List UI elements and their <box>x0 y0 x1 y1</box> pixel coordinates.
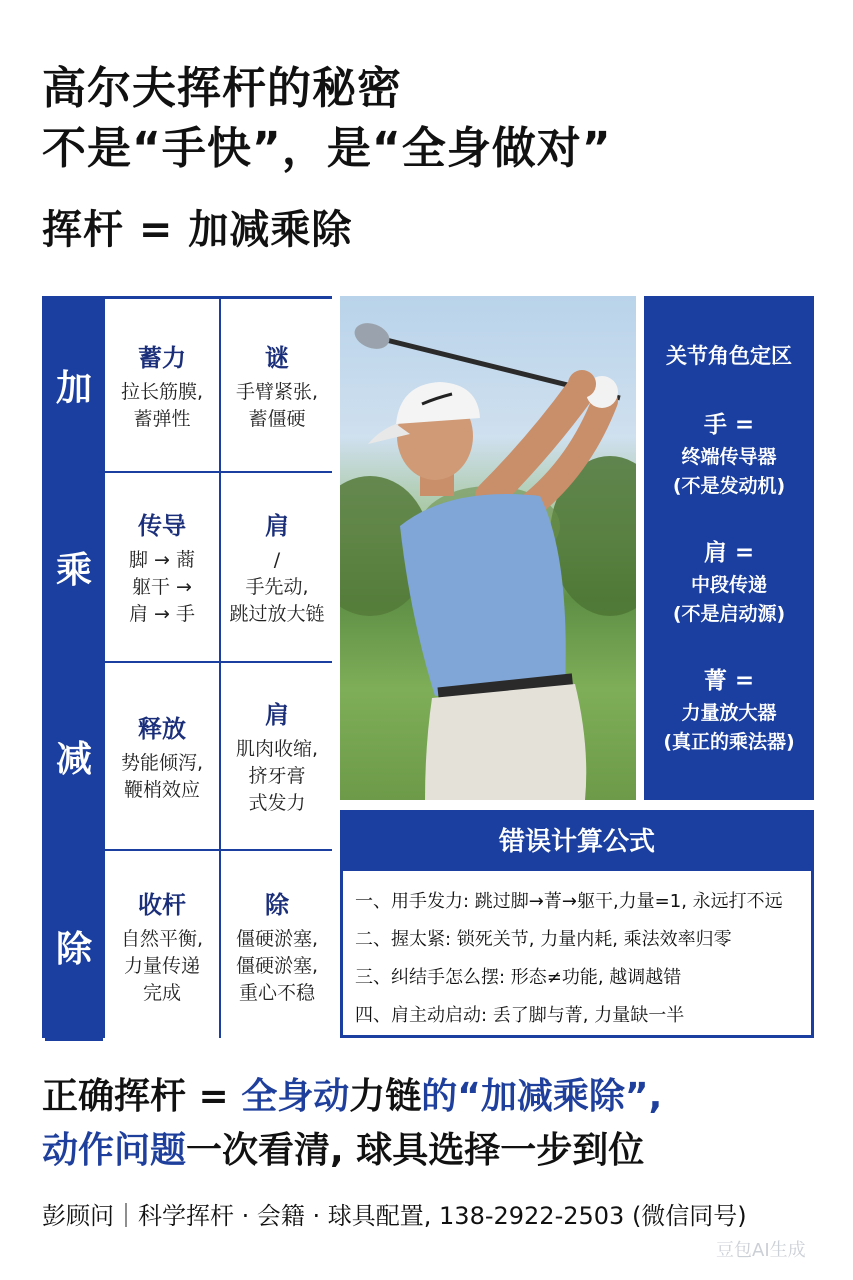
table-cell <box>105 663 219 849</box>
conclusion-highlight: 动作问题 <box>42 1130 187 1171</box>
panel-key: 肩 = <box>703 540 755 566</box>
list-item: 二、握太紧: 锁死关节, 力量内耗, 乘法效率归零 <box>355 929 732 950</box>
cell-body: 手臂紧张, 蓄僵硬 <box>235 380 319 430</box>
conclusion-text: 正确挥杆 = <box>42 1076 242 1117</box>
panel-value: 力量放大器 (真正的乘法器) <box>663 702 795 753</box>
table-cell <box>105 299 219 471</box>
joint-roles-panel <box>644 296 814 800</box>
cell-body: 自然平衡, 力量传递 完成 <box>120 928 204 1004</box>
table-cell <box>105 473 219 661</box>
golfer-illustration <box>340 296 636 800</box>
cell-body: 肌肉收缩, 挤牙膏 式发力 <box>235 738 319 814</box>
cell-title: 除 <box>265 891 289 920</box>
error-box-title: 错误计算公式 <box>343 813 811 871</box>
panel-value: 终端传导器 (不是发动机) <box>672 446 786 497</box>
table-cell <box>105 851 219 1041</box>
cell-title: 收杆 <box>138 891 186 920</box>
section-heading: 挥杆 = 加减乘除 <box>42 207 353 253</box>
error-list <box>343 871 811 1035</box>
watermark: 豆包AI生成 <box>716 1240 806 1261</box>
cell-title: 肩 <box>265 512 289 541</box>
page-subtitle: 不是“手快”，是“全身做对” <box>42 123 612 174</box>
panel-key: 手 = <box>703 412 755 438</box>
cell-title: 肩 <box>265 701 289 730</box>
conclusion-line-2 <box>42 1122 644 1173</box>
row-head-subtract: 减 <box>45 663 103 849</box>
cell-title: 蓄力 <box>138 343 186 372</box>
conclusion-highlight: 全身动 <box>241 1076 350 1117</box>
panel-title: 关节角色定区 <box>666 344 792 368</box>
conclusion-text: 力链 <box>349 1076 422 1117</box>
error-formula-box <box>340 810 814 1038</box>
list-item: 四、肩主动启动: 丢了脚与菁, 力量缺一半 <box>355 1005 685 1026</box>
cell-body: 脚 → 蔏 躯干 → 肩 → 手 <box>129 549 195 625</box>
row-head-add: 加 <box>45 299 103 471</box>
cell-body: / 手先动, 跳过放大链 <box>229 549 325 625</box>
concept-table <box>42 296 332 1038</box>
table-cell <box>221 473 333 661</box>
page-title: 高尔夫挥杆的秘密 <box>42 63 402 114</box>
conclusion-highlight: 的“加减乘除”, <box>421 1076 663 1117</box>
table-cell <box>221 851 333 1041</box>
cell-body: 拉长筋膜, 蓄弹性 <box>120 380 204 430</box>
list-item: 三、纠结手怎么摆: 形态≠功能, 越调越错 <box>355 967 682 988</box>
list-item: 一、用手发力: 跳过脚→菁→躯干,力量=1, 永远打不远 <box>355 891 783 912</box>
cell-title: 谜 <box>265 343 289 372</box>
cell-body: 僵硬淤塞, 僵硬淤塞, 重心不稳 <box>235 928 319 1004</box>
cell-title: 传导 <box>138 512 186 541</box>
panel-key: 菁 = <box>703 668 755 694</box>
table-cell <box>221 663 333 849</box>
row-head-multiply: 乘 <box>45 473 103 661</box>
contact-footer: 彭顾问｜科学挥杆 · 会籍 · 球具配置, 138-2922-2503 (微信同号) <box>42 1202 747 1230</box>
conclusion-text: 一次看清, 球具选择一步到位 <box>186 1130 645 1171</box>
conclusion-line-1 <box>42 1068 662 1119</box>
panel-value: 中段传递 (不是启动源) <box>672 574 786 625</box>
row-head-divide: 除 <box>45 851 103 1041</box>
cell-title: 释放 <box>138 714 186 743</box>
table-cell <box>221 299 333 471</box>
golfer-photo <box>340 296 636 800</box>
cell-body: 势能倾泻, 鞭梢效应 <box>120 751 204 801</box>
